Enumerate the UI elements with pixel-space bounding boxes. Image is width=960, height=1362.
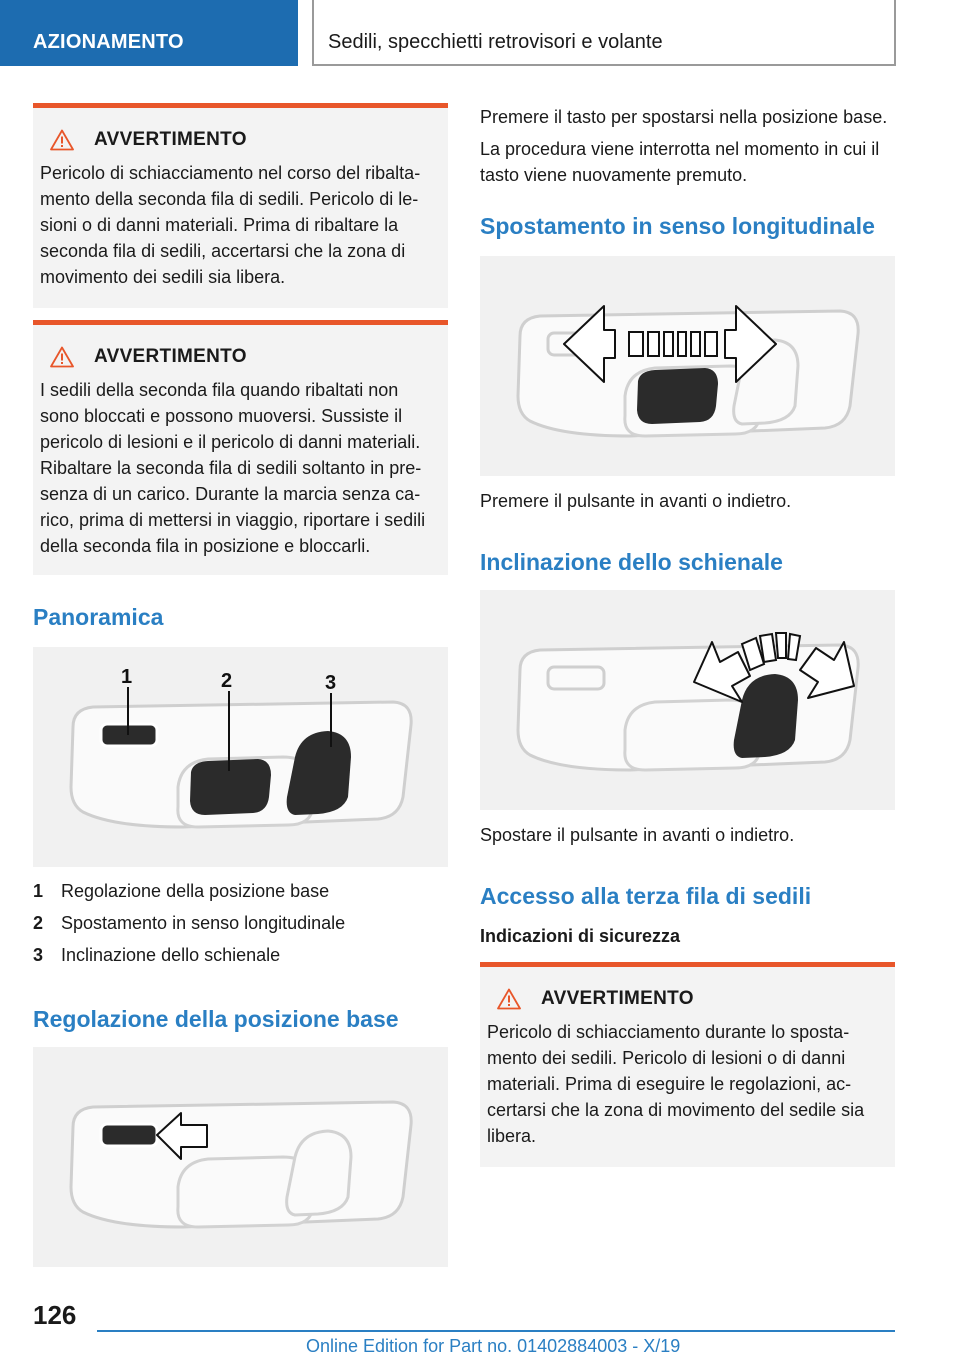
legend-number: 3 <box>33 945 44 965</box>
paragraph: La procedura viene interrotta nel momento in cui il tasto viene nuovamente premuto. <box>480 139 880 185</box>
backrest-illustration <box>480 590 895 810</box>
warning-text: Pericolo di schiacciamento nel corso del ribaltamento della seconda fila di sedili. Pericolo di lesioni o di danni materiali. Prima di ribaltare la seconda fila di sedili, accertarsi che la zona di movimento dei sedili sia libera. <box>40 163 421 287</box>
legend-number: 2 <box>33 913 44 933</box>
legend-text: Inclinazione dello schienale <box>61 945 281 965</box>
legend-item <box>33 907 448 939</box>
warning-title: AVVERTIMENTO <box>541 988 694 1009</box>
warning-box-3 <box>480 962 895 1167</box>
overview-legend <box>33 875 448 971</box>
legend-text: Regolazione della posizione base <box>61 881 330 901</box>
warning-header <box>50 345 440 369</box>
legend-number: 1 <box>33 881 44 901</box>
figure-longitudinal-adjustment <box>480 256 895 476</box>
warning-box-1 <box>33 103 448 308</box>
warning-header <box>50 128 440 152</box>
section-heading-base-position: Regolazione della posizione base <box>33 1006 399 1032</box>
callout-2: 2 <box>221 670 233 692</box>
right-column <box>480 104 895 1167</box>
legend-text: Spostamento in senso longitudinale <box>61 913 346 933</box>
figure-caption: Spostare il pulsante in avanti o indietro. <box>480 825 795 845</box>
footer-divider <box>97 1330 895 1332</box>
chapter-title: Sedili, specchietti retrovisori e volante <box>312 0 896 66</box>
callout-1: 1 <box>121 666 133 688</box>
warning-triangle-icon <box>50 346 74 368</box>
figure-seat-controls-overview <box>33 647 448 867</box>
section-heading-overview: Panoramica <box>33 604 164 630</box>
warning-title: AVVERTIMENTO <box>94 129 247 150</box>
warning-triangle-icon <box>497 988 521 1010</box>
page-header <box>0 0 960 66</box>
legend-item <box>33 939 448 971</box>
seat-controls-illustration <box>33 647 448 867</box>
base-position-illustration <box>33 1047 448 1267</box>
warning-box-2 <box>33 320 448 575</box>
warning-triangle-icon <box>50 129 74 151</box>
warning-text: I sedili della seconda fila quando ribaltati non sono bloccati e possono muoversi. Sussiste il pericolo di lesioni e il pericolo di danni materiali. Ribaltare la seconda fila di sedili soltanto in presenza di un carico. Durante la marcia senza carico, prima di mettersi in viaggio, riportare i sedili della seconda fila in posizione e bloccarli. <box>40 380 426 556</box>
warning-header <box>497 987 887 1011</box>
page-number: 126 <box>33 1300 77 1330</box>
legend-item <box>33 875 448 907</box>
warning-text: Pericolo di schiacciamento durante lo spostamento dei sedili. Pericolo di lesioni o di danni materiali. Prima di eseguire le regolazioni, accertarsi che la zona di movimento del sedile sia libera. <box>487 1022 865 1146</box>
figure-backrest-adjustment <box>480 590 895 810</box>
longitudinal-illustration <box>480 256 895 476</box>
left-column <box>33 103 448 1267</box>
section-heading-backrest: Inclinazione dello schienale <box>480 549 783 575</box>
paragraph: Premere il tasto per spostarsi nella posizione base. <box>480 107 888 127</box>
subheading-safety: Indicazioni di sicurezza <box>480 926 681 946</box>
footer-edition: Online Edition for Part no. 01402884003 - X/19 <box>306 1336 681 1356</box>
warning-title: AVVERTIMENTO <box>94 346 247 367</box>
callout-3: 3 <box>325 672 337 694</box>
section-tab: AZIONAMENTO <box>0 0 298 66</box>
section-heading-third-row: Accesso alla terza fila di sedili <box>480 883 812 909</box>
figure-caption: Premere il pulsante in avanti o indietro. <box>480 491 792 511</box>
section-heading-longitudinal: Spostamento in senso longitudinale <box>480 213 875 239</box>
figure-base-position-button <box>33 1047 448 1267</box>
